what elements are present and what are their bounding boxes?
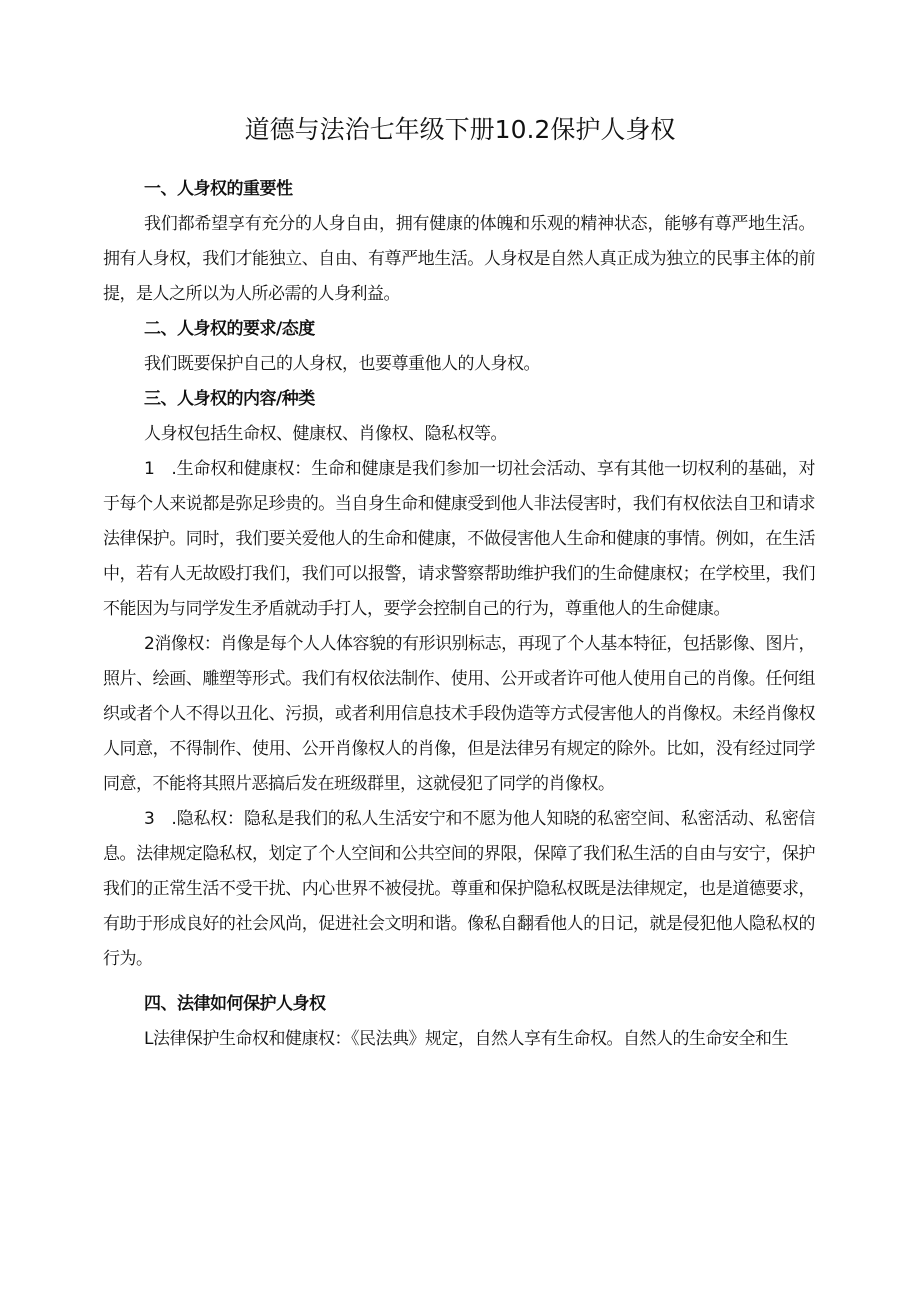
paragraph: L法律保护生命权和健康权：《民法典》规定，自然人享有生命权。自然人的生命安全和生: [144, 1029, 788, 1049]
document-body: [103, 172, 815, 1057]
section-heading: 四、法律如何保护人身权: [144, 994, 326, 1014]
section-content: [103, 382, 815, 977]
section-importance: [103, 172, 815, 312]
paragraph: 我们既要保护自己的人身权，也要尊重他人的人身权。: [144, 354, 540, 374]
section-attitude: [103, 312, 815, 382]
section-legal-protection: [103, 987, 815, 1057]
section-heading: 三、人身权的内容/种类: [144, 389, 315, 409]
paragraph: 我们都希望享有充分的人身自由，拥有健康的体魄和乐观的精神状态，能够有尊严地生活。拥有人身权，我们才能独立、自由、有尊严地生活。人身权是自然人真正成为独立的民事主体的前提，是人之所以为人所必需的人身利益。: [103, 214, 815, 304]
paragraph-life-health-right: 1 .生命权和健康权：生命和健康是我们参加一切社会活动、享有其他一切权利的基础，对于每个人来说都是弥足珍贵的。当自身生命和健康受到他人非法侵害时，我们有权依法自卫和请求法律保护。同时，我们要关爱他人的生命和健康，不做侵害他人生命和健康的事情。例如，在生活中，若有人无故殴打我们，我们可以报警，请求警察帮助维护我们的生命健康权；在学校里，我们不能因为与同学发生矛盾就动手打人，要学会控制自己的行为，尊重他人的生命健康。: [103, 459, 815, 619]
paragraph: 人身权包括生命权、健康权、肖像权、隐私权等。: [144, 424, 507, 444]
paragraph-portrait-right: 2消像权：肖像是每个人人体容貌的有形识别标志，再现了个人基本特征，包括影像、图片，照片、绘画、雕塑等形式。我们有权依法制作、使用、公开或者许可他人使用自己的肖像。任何组织或者个人不得以丑化、污损，或者利用信息技术手段伪造等方式侵害他人的肖像权。未经肖像权人同意，不得制作、使用、公开肖像权人的肖像，但是法律另有规定的除外。比如，没有经过同学同意，不能将其照片恶搞后发在班级群里，这就侵犯了同学的肖像权。: [103, 634, 815, 794]
section-heading: 一、人身权的重要性: [144, 179, 293, 199]
document-title: 道德与法治七年级下册10.2保护人身权: [244, 115, 676, 144]
section-heading: 二、人身权的要求/态度: [144, 319, 315, 339]
paragraph-privacy-right: 3 .隐私权：隐私是我们的私人生活安宁和不愿为他人知晓的私密空间、私密活动、私密信息。法律规定隐私权，划定了个人空间和公共空间的界限，保障了我们私生活的自由与安宁，保护我们的正常生活不受干扰、内心世界不被侵扰。尊重和保护隐私权既是法律规定，也是道德要求，有助于形成良好的社会风尚，促进社会文明和谐。像私自翻看他人的日记，就是侵犯他人隐私权的行为。: [103, 809, 815, 969]
